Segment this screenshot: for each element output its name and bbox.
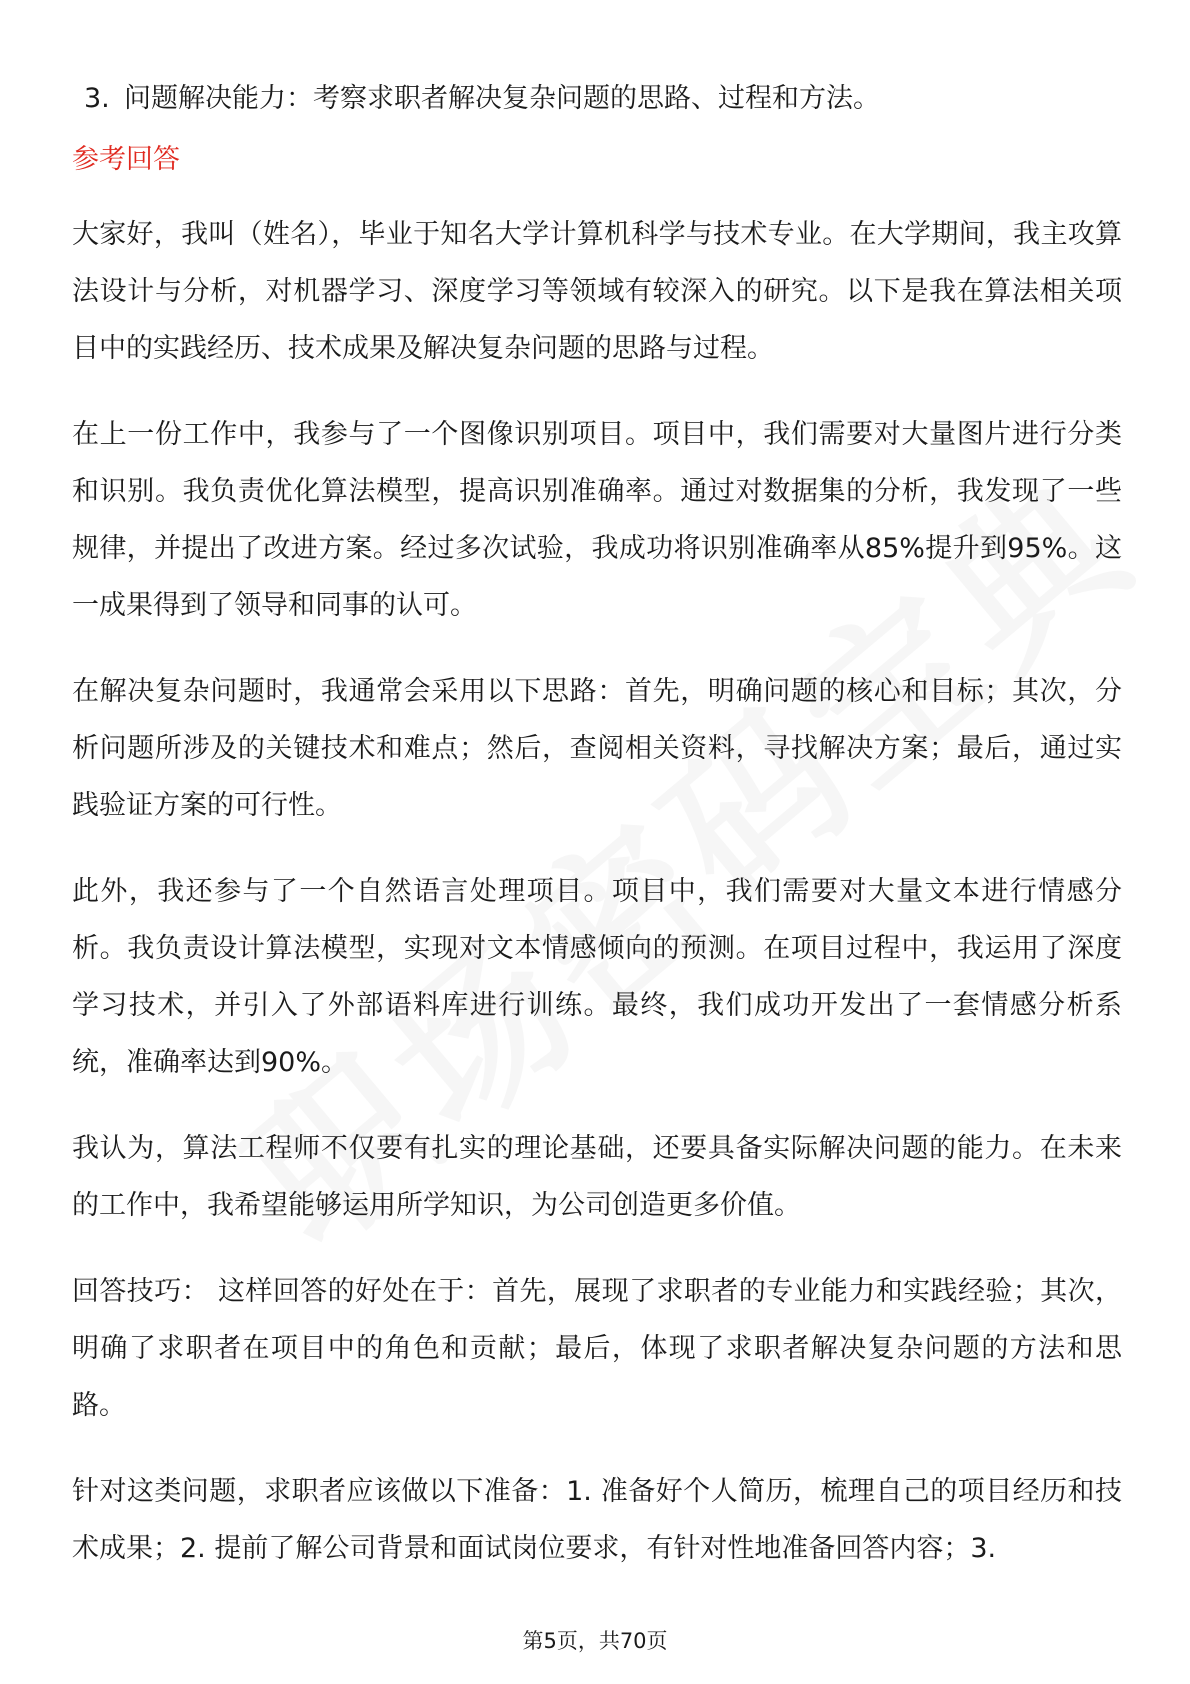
section-heading: 参考回答 [72,144,180,175]
paragraph-conclusion: 我认为，算法工程师不仅要有扎实的理论基础，还要具备实际解决问题的能力。在未来的工作中，我希望能够运用所学知识，为公司创造更多价值。 [72,1133,1122,1221]
list-item-number: 3. [84,83,110,114]
paragraph-answer-tips: 回答技巧： 这样回答的好处在于：首先，展现了求职者的专业能力和实践经验；其次，明确了求职者在项目中的角色和贡献；最后，体现了求职者解决复杂问题的方法和思路。 [72,1276,1122,1421]
page-content [72,70,1122,1606]
paragraph-image-project: 在上一份工作中，我参与了一个图像识别项目。项目中，我们需要对大量图片进行分类和识别。我负责优化算法模型，提高识别准确率。通过对数据集的分析，我发现了一些规律，并提出了改进方案。经过多次试验，我成功将识别准确率从85%提升到95%。这一成果得到了领导和同事的认可。 [72,419,1122,621]
paragraph-problem-solving: 在解决复杂问题时，我通常会采用以下思路：首先，明确问题的核心和目标；其次，分析问题所涉及的关键技术和难点；然后，查阅相关资料，寻找解决方案；最后，通过实践验证方案的可行性。 [72,676,1122,821]
paragraph-preparation: 针对这类问题，求职者应该做以下准备：1. 准备好个人简历，梳理自己的项目经历和技术成果；2. 提前了解公司背景和面试岗位要求，有针对性地准备回答内容；3. [72,1476,1122,1564]
list-item-text: 问题解决能力：考察求职者解决复杂问题的思路、过程和方法。 [124,83,880,114]
paragraph-nlp-project: 此外，我还参与了一个自然语言处理项目。项目中，我们需要对大量文本进行情感分析。我负责设计算法模型，实现对文本情感倾向的预测。在项目过程中，我运用了深度学习技术，并引入了外部语料库进行训练。最终，我们成功开发出了一套情感分析系统，准确率达到90%。 [72,876,1122,1078]
page-number: 第5页，共70页 [522,1629,668,1653]
paragraph-intro: 大家好，我叫（姓名），毕业于知名大学计算机科学与技术专业。在大学期间，我主攻算法设计与分析，对机器学习、深度学习等领域有较深入的研究。以下是我在算法相关项目中的实践经历、技术成果及解决复杂问题的思路与过程。 [72,219,1122,364]
list-item [72,70,1122,127]
